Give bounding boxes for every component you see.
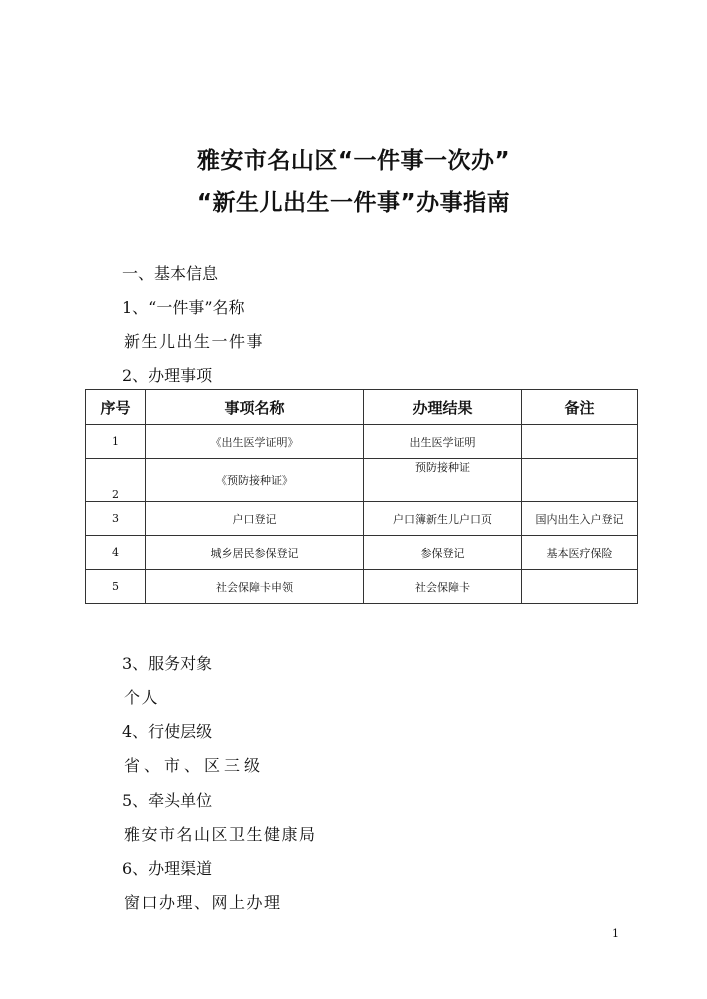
cell-name: 城乡居民参保登记 <box>146 536 364 570</box>
header-note: 备注 <box>522 390 638 425</box>
table-row <box>86 502 638 536</box>
admin-level-heading: 4、行使层级 <box>122 722 213 741</box>
service-target-heading: 3、服务对象 <box>122 654 213 673</box>
cell-name: 社会保障卡申领 <box>146 570 364 604</box>
item-name-value: 新生儿出生一件事 <box>124 332 265 351</box>
header-no: 序号 <box>86 390 146 425</box>
table-row <box>86 425 638 459</box>
channel-heading: 6、办理渠道 <box>122 859 213 878</box>
header-name: 事项名称 <box>146 390 364 425</box>
cell-result: 户口簿新生儿户口页 <box>364 502 522 536</box>
section-basic-info: 一、基本信息 <box>122 264 219 283</box>
cell-result: 参保登记 <box>364 536 522 570</box>
matters-heading: 2、办理事项 <box>122 366 213 385</box>
cell-no: 5 <box>86 570 146 604</box>
cell-note: 国内出生入户登记 <box>522 502 638 536</box>
table-header-row <box>86 390 638 425</box>
cell-result: 预防接种证 <box>364 459 522 502</box>
cell-name: 户口登记 <box>146 502 364 536</box>
matters-table <box>85 389 638 604</box>
table-row <box>86 536 638 570</box>
table-row <box>86 459 638 502</box>
admin-level-value: 省、市、区三级 <box>124 756 265 775</box>
document-title-line-2: “新生儿出生一件事”办事指南 <box>196 190 511 216</box>
table-row <box>86 570 638 604</box>
cell-result: 社会保障卡 <box>364 570 522 604</box>
channel-value: 窗口办理、网上办理 <box>124 893 282 912</box>
item-name-heading: 1、“一件事”名称 <box>122 298 245 317</box>
cell-no: 4 <box>86 536 146 570</box>
page-number: 1 <box>612 927 619 940</box>
cell-no: 3 <box>86 502 146 536</box>
cell-result: 出生医学证明 <box>364 425 522 459</box>
lead-unit-heading: 5、牵头单位 <box>122 791 213 810</box>
document-title-line-1: 雅安市名山区“一件事一次办” <box>196 148 511 174</box>
service-target-value: 个人 <box>124 688 160 707</box>
cell-note <box>522 570 638 604</box>
cell-name: 《出生医学证明》 <box>146 425 364 459</box>
cell-note <box>522 425 638 459</box>
cell-no: 2 <box>86 459 146 502</box>
header-result: 办理结果 <box>364 390 522 425</box>
cell-note: 基本医疗保险 <box>522 536 638 570</box>
lead-unit-value: 雅安市名山区卫生健康局 <box>124 825 317 844</box>
cell-note <box>522 459 638 502</box>
cell-no: 1 <box>86 425 146 459</box>
cell-name: 《预防接种证》 <box>146 459 364 502</box>
